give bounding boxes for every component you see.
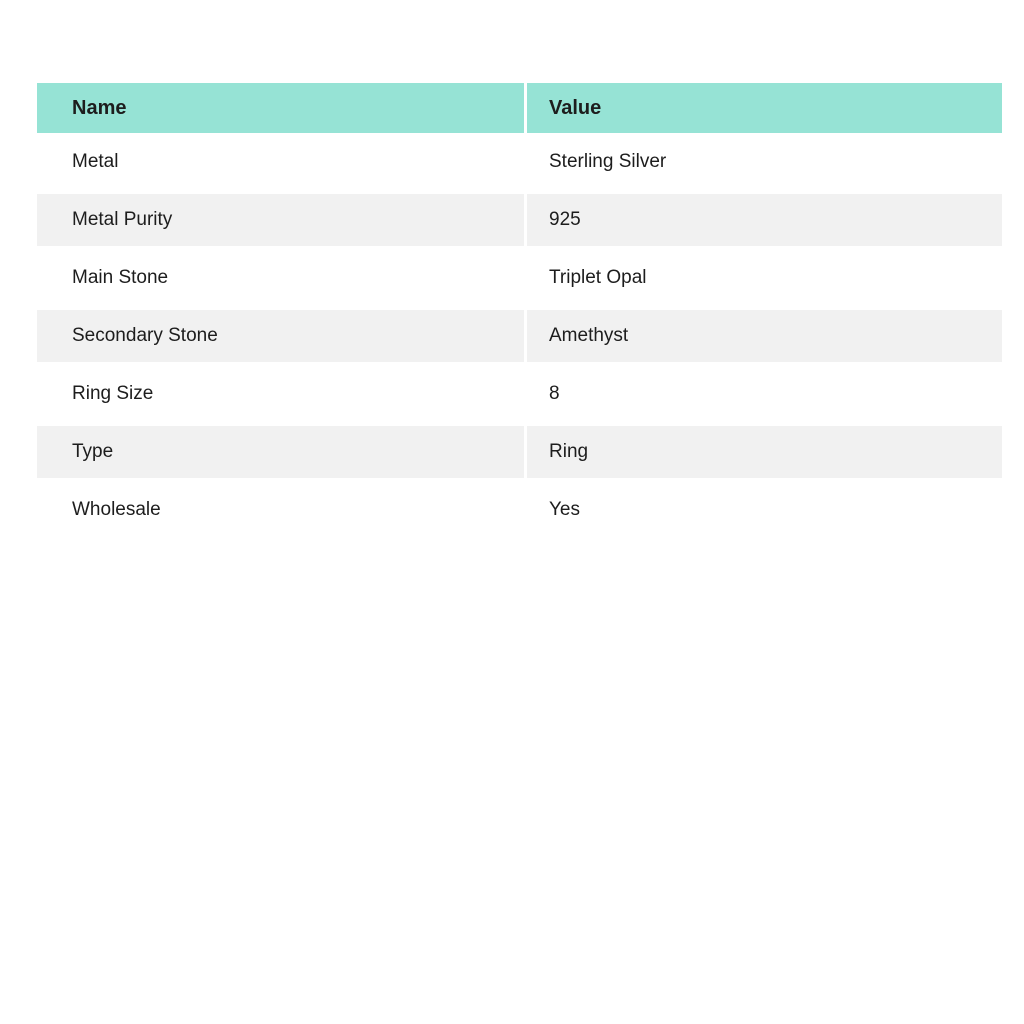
cell-value: 925: [524, 191, 1002, 249]
cell-name: Secondary Stone: [37, 307, 524, 365]
column-header-name: Name: [37, 83, 524, 133]
cell-value: Sterling Silver: [524, 133, 1002, 191]
table-row: [37, 191, 1002, 249]
cell-value: Triplet Opal: [524, 249, 1002, 307]
table-row: [37, 365, 1002, 423]
cell-value: 8: [524, 365, 1002, 423]
cell-name: Main Stone: [37, 249, 524, 307]
table-row: [37, 249, 1002, 307]
cell-name: Metal Purity: [37, 191, 524, 249]
header-row: [37, 83, 1002, 133]
spec-table: [37, 83, 1002, 539]
table-row: [37, 481, 1002, 539]
cell-name: Metal: [37, 133, 524, 191]
cell-name: Wholesale: [37, 481, 524, 539]
table-row: [37, 423, 1002, 481]
table-body: [37, 133, 1002, 539]
cell-value: Amethyst: [524, 307, 1002, 365]
column-header-value: Value: [524, 83, 1002, 133]
cell-name: Type: [37, 423, 524, 481]
table-header: [37, 83, 1002, 133]
cell-name: Ring Size: [37, 365, 524, 423]
cell-value: Ring: [524, 423, 1002, 481]
table-row: [37, 133, 1002, 191]
table-row: [37, 307, 1002, 365]
cell-value: Yes: [524, 481, 1002, 539]
